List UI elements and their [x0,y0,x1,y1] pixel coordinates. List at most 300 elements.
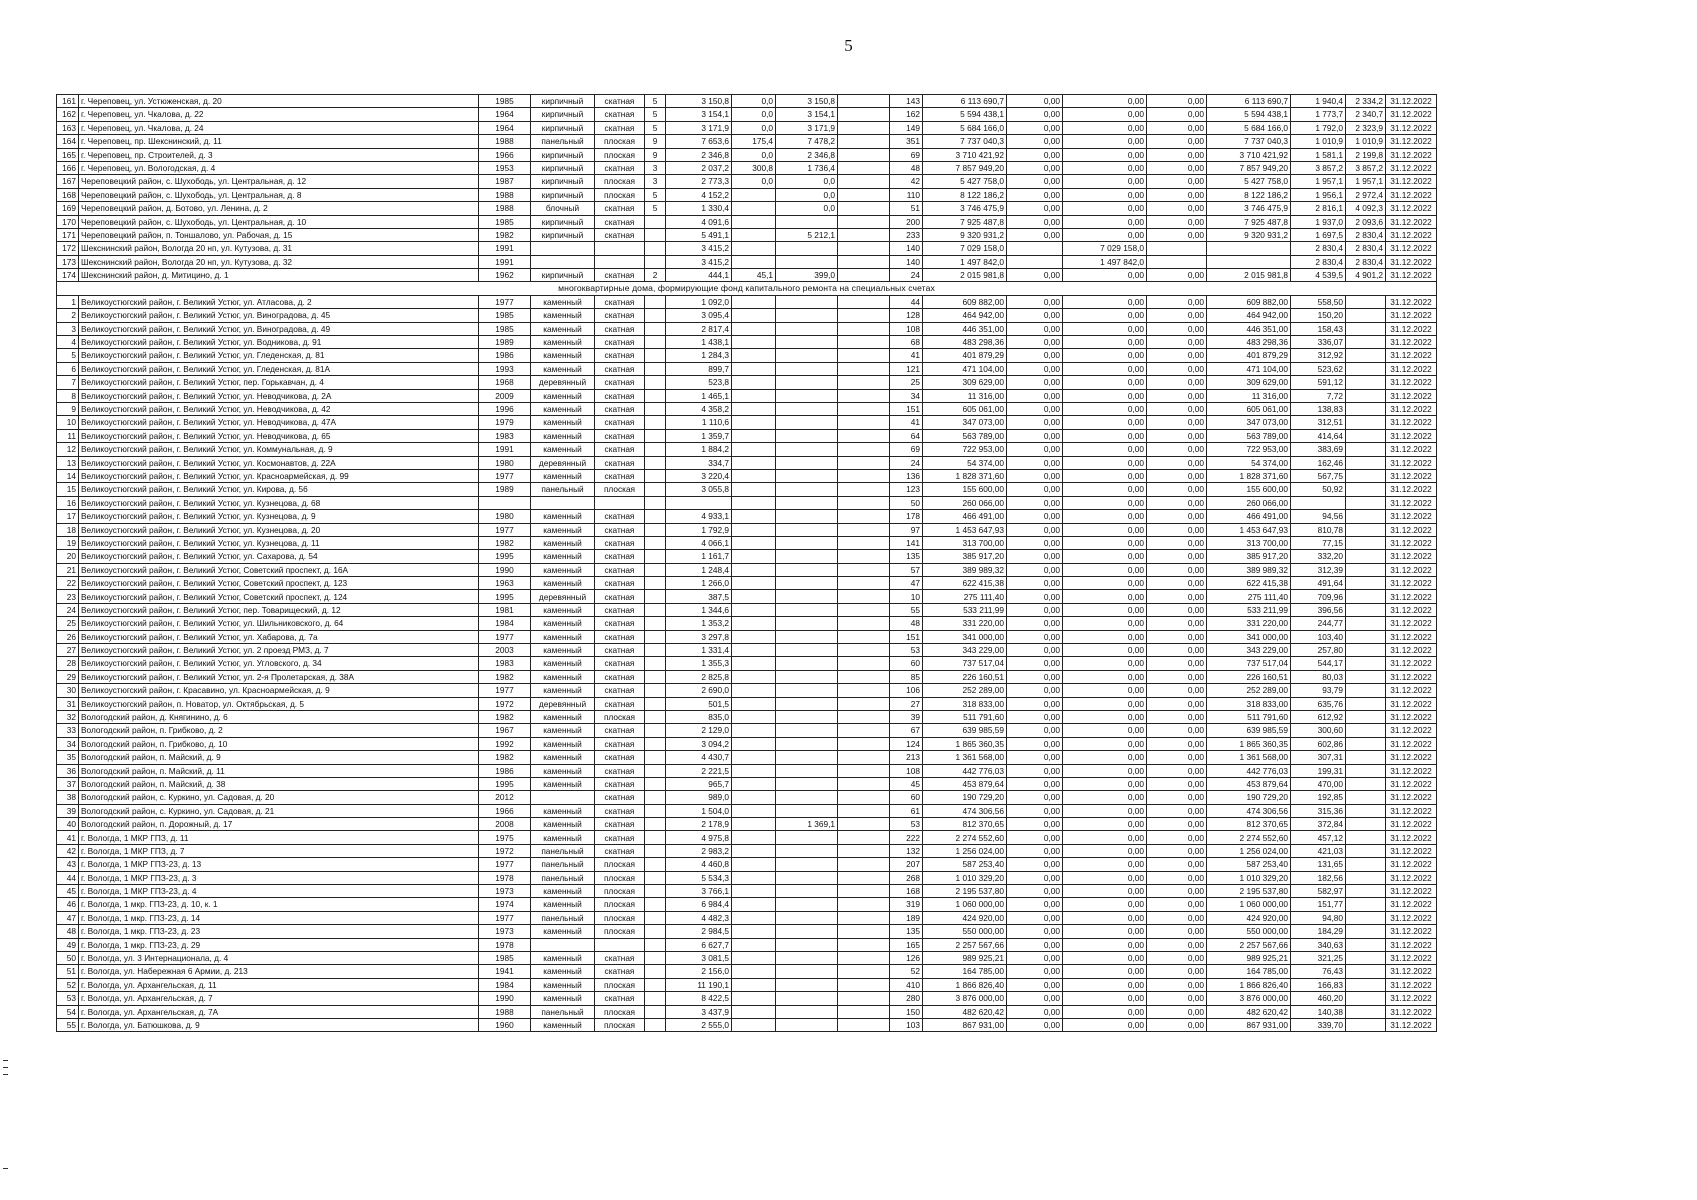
cell-blank [838,336,890,349]
cell-year: 1975 [479,831,531,844]
cell-c1: 0,00 [1007,751,1063,764]
cell-amount: 511 791,60 [923,710,1007,723]
cell-amount: 7 737 040,3 [923,135,1007,148]
cell-roof: скатная [595,818,645,831]
cell-rate2 [1346,376,1386,389]
cell-amount2: 639 985,59 [1207,724,1291,737]
cell-rate1: 1 773,7 [1291,108,1346,121]
cell-rate2 [1346,925,1386,938]
cell-amount: 347 073,00 [923,416,1007,429]
table-row [57,858,1437,871]
cell-c1: 0,00 [1007,617,1063,630]
cell-date: 31.12.2022 [1386,737,1437,750]
cell-area_nonres [732,831,776,844]
cell-rate2 [1346,697,1386,710]
cell-rate1: 3 857,2 [1291,161,1346,174]
cell-units: 124 [890,737,923,750]
cell-amount2: 511 791,60 [1207,710,1291,723]
cell-c1: 0,00 [1007,510,1063,523]
cell-material: каменный [531,510,595,523]
cell-rate2: 2 323,9 [1346,121,1386,134]
cell-c1: 0,00 [1007,269,1063,282]
cell-rate1: 321,25 [1291,952,1346,965]
cell-units: 126 [890,952,923,965]
table-row [57,242,1437,255]
cell-area_res: 0,0 [776,175,838,188]
cell-blank [838,858,890,871]
cell-no: 42 [57,844,79,857]
cell-year: 1953 [479,161,531,174]
cell-amount: 453 879,64 [923,777,1007,790]
cell-material: кирпичный [531,215,595,228]
cell-area_res [776,791,838,804]
cell-units: 51 [890,202,923,215]
cell-material: каменный [531,751,595,764]
cell-address: Великоустюгский район, г. Великий Устюг, ул. Кузнецова, д. 20 [79,523,479,536]
cell-no: 21 [57,563,79,576]
cell-address: Великоустюгский район, г. Великий Устюг, ул. Сахарова, д. 54 [79,550,479,563]
table-row [57,536,1437,549]
cell-c2: 0,00 [1063,175,1147,188]
cell-year: 1980 [479,456,531,469]
cell-area: 3 220,4 [666,469,732,482]
cell-amount2: 275 111,40 [1207,590,1291,603]
cell-roof: плоская [595,135,645,148]
cell-c2: 0,00 [1063,764,1147,777]
cell-area: 5 534,3 [666,871,732,884]
cell-date: 31.12.2022 [1386,443,1437,456]
cell-roof: скатная [595,121,645,134]
cell-amount2: 164 785,00 [1207,965,1291,978]
table-row [57,697,1437,710]
cell-amount2: 155 600,00 [1207,483,1291,496]
cell-floors [645,818,666,831]
cell-address: Вологодский район, п. Грибково, д. 10 [79,737,479,750]
cell-address: г. Вологда, 1 мкр. ГПЗ-23, д. 23 [79,925,479,938]
cell-material: каменный [531,764,595,777]
cell-c1: 0,00 [1007,389,1063,402]
cell-roof: скатная [595,697,645,710]
cell-units: 41 [890,416,923,429]
cell-material: кирпичный [531,161,595,174]
cell-roof: скатная [595,523,645,536]
cell-floors [645,777,666,790]
table-row [57,121,1437,134]
cell-amount2: 563 789,00 [1207,429,1291,442]
cell-no: 14 [57,469,79,482]
cell-date: 31.12.2022 [1386,577,1437,590]
cell-no: 30 [57,684,79,697]
cell-rate2: 2 972,4 [1346,188,1386,201]
cell-c2: 0,00 [1063,844,1147,857]
cell-floors [645,469,666,482]
cell-date: 31.12.2022 [1386,161,1437,174]
cell-roof: плоская [595,978,645,991]
cell-area_res [776,938,838,951]
cell-material: каменный [531,349,595,362]
cell-address: Великоустюгский район, г. Великий Устюг, ул. Неводчикова, д. 65 [79,429,479,442]
table-row [57,603,1437,616]
cell-no: 50 [57,952,79,965]
cell-roof: скатная [595,724,645,737]
cell-c3: 0,00 [1147,938,1207,951]
cell-rate2 [1346,885,1386,898]
cell-c3: 0,00 [1147,577,1207,590]
cell-c2: 0,00 [1063,710,1147,723]
cell-floors [645,389,666,402]
cell-area: 3 081,5 [666,952,732,965]
cell-roof: скатная [595,965,645,978]
cell-c2: 0,00 [1063,898,1147,911]
cell-material: кирпичный [531,148,595,161]
cell-year: 1977 [479,295,531,308]
cell-units: 45 [890,777,923,790]
cell-address: Великоустюгский район, г. Красавино, ул. Красноармейская, д. 9 [79,684,479,697]
table-row [57,737,1437,750]
cell-c3: 0,00 [1147,724,1207,737]
cell-blank [838,242,890,255]
cell-year: 1966 [479,148,531,161]
cell-c2: 0,00 [1063,630,1147,643]
cell-c1: 0,00 [1007,121,1063,134]
cell-amount2: 6 113 690,7 [1207,95,1291,108]
cell-area: 4 430,7 [666,751,732,764]
cell-area: 3 766,1 [666,885,732,898]
cell-area_nonres [732,563,776,576]
cell-no: 9 [57,402,79,415]
cell-no: 173 [57,255,79,268]
cell-units: 108 [890,764,923,777]
cell-blank [838,751,890,764]
cell-amount: 587 253,40 [923,858,1007,871]
cell-area_nonres [732,617,776,630]
cell-rate2 [1346,858,1386,871]
cell-rate1: 582,97 [1291,885,1346,898]
cell-floors [645,336,666,349]
cell-c2: 0,00 [1063,469,1147,482]
cell-c2: 0,00 [1063,670,1147,683]
cell-floors [645,978,666,991]
cell-c1: 0,00 [1007,161,1063,174]
cell-floors [645,992,666,1005]
cell-roof: скатная [595,684,645,697]
cell-address: г. Череповец, ул. Устюженская, д. 20 [79,95,479,108]
cell-material [531,242,595,255]
cell-area: 1 161,7 [666,550,732,563]
cell-roof: скатная [595,402,645,415]
cell-amount2: 466 491,00 [1207,510,1291,523]
cell-c2: 0,00 [1063,402,1147,415]
cell-c2: 0,00 [1063,336,1147,349]
cell-c1: 0,00 [1007,402,1063,415]
cell-year: 1984 [479,617,531,630]
cell-address: Великоустюгский район, г. Великий Устюг, ул. Неводчикова, д. 47А [79,416,479,429]
cell-rate1: 1 581,1 [1291,148,1346,161]
cell-c1: 0,00 [1007,710,1063,723]
cell-amount: 2 274 552,60 [923,831,1007,844]
cell-year: 1982 [479,710,531,723]
cell-year: 2003 [479,644,531,657]
cell-c1: 0,00 [1007,135,1063,148]
cell-units: 222 [890,831,923,844]
cell-c1: 0,00 [1007,885,1063,898]
cell-date: 31.12.2022 [1386,362,1437,375]
cell-area_nonres [732,496,776,509]
cell-c1: 0,00 [1007,148,1063,161]
cell-rate1: 312,51 [1291,416,1346,429]
margin-mark [3,1168,8,1169]
cell-amount: 6 113 690,7 [923,95,1007,108]
cell-floors [645,443,666,456]
table-row [57,764,1437,777]
cell-area_nonres [732,952,776,965]
cell-area: 4 975,8 [666,831,732,844]
cell-blank [838,429,890,442]
cell-amount: 1 010 329,20 [923,871,1007,884]
cell-floors [645,563,666,576]
cell-rate2 [1346,309,1386,322]
cell-blank [838,911,890,924]
cell-date: 31.12.2022 [1386,697,1437,710]
cell-roof: скатная [595,844,645,857]
cell-c2: 0,00 [1063,563,1147,576]
cell-c2: 0,00 [1063,1018,1147,1031]
cell-material: каменный [531,925,595,938]
cell-area_nonres [732,938,776,951]
cell-material: кирпичный [531,269,595,282]
table-row [57,228,1437,241]
cell-rate2 [1346,563,1386,576]
cell-floors [645,858,666,871]
table-row [57,389,1437,402]
cell-amount2: 464 942,00 [1207,309,1291,322]
cell-no: 54 [57,1005,79,1018]
cell-floors [645,255,666,268]
cell-date: 31.12.2022 [1386,858,1437,871]
table-row [57,402,1437,415]
cell-rate1: 372,84 [1291,818,1346,831]
cell-address: Великоустюгский район, г. Великий Устюг, ул. Хабарова, д. 7а [79,630,479,643]
cell-rate1: 1 957,1 [1291,175,1346,188]
table-row [57,269,1437,282]
cell-rate1: 158,43 [1291,322,1346,335]
cell-roof: скатная [595,336,645,349]
cell-units: 136 [890,469,923,482]
cell-rate2 [1346,483,1386,496]
cell-roof: скатная [595,269,645,282]
cell-year: 1991 [479,242,531,255]
cell-rate2 [1346,644,1386,657]
cell-c3: 0,00 [1147,777,1207,790]
table-row [57,724,1437,737]
cell-rate1: 339,70 [1291,1018,1346,1031]
cell-year: 1977 [479,911,531,924]
cell-rate2 [1346,322,1386,335]
cell-date: 31.12.2022 [1386,617,1437,630]
cell-year: 1995 [479,550,531,563]
cell-amount2: 5 427 758,0 [1207,175,1291,188]
cell-c2: 0,00 [1063,978,1147,991]
cell-blank [838,469,890,482]
cell-c3: 0,00 [1147,483,1207,496]
cell-c3: 0,00 [1147,791,1207,804]
cell-c2: 0,00 [1063,95,1147,108]
cell-date: 31.12.2022 [1386,402,1437,415]
cell-area: 11 190,1 [666,978,732,991]
cell-address: Череповецкий район, с. Шухободь, ул. Центральная, д. 12 [79,175,479,188]
cell-area: 989,0 [666,791,732,804]
cell-material: каменный [531,952,595,965]
cell-c1: 0,00 [1007,737,1063,750]
cell-roof: скатная [595,469,645,482]
table-row [57,965,1437,978]
cell-blank [838,577,890,590]
cell-area: 2 129,0 [666,724,732,737]
cell-floors [645,590,666,603]
cell-floors [645,952,666,965]
cell-address: Великоустюгский район, г. Великий Устюг, ул. Кузнецова, д. 11 [79,536,479,549]
cell-c3: 0,00 [1147,992,1207,1005]
cell-blank [838,175,890,188]
cell-c1: 0,00 [1007,858,1063,871]
cell-c1: 0,00 [1007,536,1063,549]
cell-rate1: 523,62 [1291,362,1346,375]
cell-rate2: 2 830,4 [1346,255,1386,268]
cell-blank [838,737,890,750]
cell-no: 31 [57,697,79,710]
cell-material: каменный [531,402,595,415]
cell-amount2: 260 066,00 [1207,496,1291,509]
cell-c1: 0,00 [1007,429,1063,442]
cell-amount2: 474 306,56 [1207,804,1291,817]
cell-rate1: 567,75 [1291,469,1346,482]
cell-roof: плоская [595,898,645,911]
cell-date: 31.12.2022 [1386,336,1437,349]
cell-area_res [776,336,838,349]
cell-rate1: 470,00 [1291,777,1346,790]
cell-c2: 0,00 [1063,777,1147,790]
cell-c1: 0,00 [1007,496,1063,509]
cell-rate2 [1346,764,1386,777]
cell-c2: 0,00 [1063,697,1147,710]
cell-c1: 0,00 [1007,309,1063,322]
cell-address: Великоустюгский район, г. Великий Устюг, ул. Гледенская, д. 81А [79,362,479,375]
cell-year: 2008 [479,818,531,831]
cell-c2: 0,00 [1063,684,1147,697]
table-row [57,630,1437,643]
cell-no: 28 [57,657,79,670]
cell-units: 207 [890,858,923,871]
cell-area_res [776,885,838,898]
cell-floors [645,764,666,777]
cell-c3: 0,00 [1147,831,1207,844]
cell-area_nonres [732,644,776,657]
cell-no: 11 [57,429,79,442]
cell-c2: 0,00 [1063,804,1147,817]
cell-address: г. Вологда, ул. Набережная 6 Армии, д. 213 [79,965,479,978]
table-row [57,804,1437,817]
cell-rate2 [1346,831,1386,844]
cell-material [531,255,595,268]
cell-area_nonres: 45,1 [732,269,776,282]
cell-c3: 0,00 [1147,670,1207,683]
cell-area_res: 3 154,1 [776,108,838,121]
cell-rate2 [1346,938,1386,951]
cell-address: Великоустюгский район, г. Великий Устюг, ул. 2-я Пролетарская, д. 38А [79,670,479,683]
cell-date: 31.12.2022 [1386,590,1437,603]
cell-roof: скатная [595,630,645,643]
cell-amount: 446 351,00 [923,322,1007,335]
cell-roof: плоская [595,871,645,884]
cell-amount2 [1207,255,1291,268]
cell-c1: 0,00 [1007,831,1063,844]
cell-roof: скатная [595,644,645,657]
cell-c2: 0,00 [1063,349,1147,362]
cell-address: Великоустюгский район, п. Новатор, ул. Октябрьская, д. 5 [79,697,479,710]
cell-year: 1990 [479,992,531,1005]
cell-material: каменный [531,898,595,911]
cell-blank [838,228,890,241]
margin-mark [3,1060,8,1061]
cell-no: 25 [57,617,79,630]
cell-amount: 1 828 371,60 [923,469,1007,482]
cell-c2: 0,00 [1063,818,1147,831]
cell-amount2: 343 229,00 [1207,644,1291,657]
cell-rate1: 1 697,5 [1291,228,1346,241]
cell-units: 48 [890,617,923,630]
cell-address: Вологодский район, п. Майский, д. 9 [79,751,479,764]
cell-c2: 0,00 [1063,603,1147,616]
cell-year: 1941 [479,965,531,978]
cell-units: 10 [890,590,923,603]
cell-area: 2 690,0 [666,684,732,697]
cell-no: 22 [57,577,79,590]
cell-no: 17 [57,510,79,523]
houses-table [56,94,1437,1032]
cell-area_nonres [732,992,776,1005]
cell-rate2 [1346,777,1386,790]
cell-rate1: 591,12 [1291,376,1346,389]
cell-area_res [776,751,838,764]
cell-c2: 0,00 [1063,269,1147,282]
cell-year: 1983 [479,657,531,670]
cell-amount2: 812 370,65 [1207,818,1291,831]
cell-c1: 0,00 [1007,362,1063,375]
cell-rate2 [1346,550,1386,563]
cell-c3 [1147,255,1207,268]
cell-no: 34 [57,737,79,750]
cell-area_res [776,697,838,710]
cell-c1: 0,00 [1007,523,1063,536]
cell-address: г. Череповец, ул. Чкалова, д. 22 [79,108,479,121]
cell-area_res [776,429,838,442]
cell-rate1: 2 830,4 [1291,255,1346,268]
cell-rate1: 199,31 [1291,764,1346,777]
cell-amount2: 7 737 040,3 [1207,135,1291,148]
cell-blank [838,389,890,402]
cell-rate1: 138,83 [1291,402,1346,415]
cell-blank [838,804,890,817]
cell-date: 31.12.2022 [1386,322,1437,335]
cell-no: 172 [57,242,79,255]
cell-c3: 0,00 [1147,684,1207,697]
cell-rate1: 635,76 [1291,697,1346,710]
table-row [57,563,1437,576]
cell-rate1: 421,03 [1291,844,1346,857]
cell-blank [838,630,890,643]
cell-amount2: 453 879,64 [1207,777,1291,790]
cell-material [531,496,595,509]
